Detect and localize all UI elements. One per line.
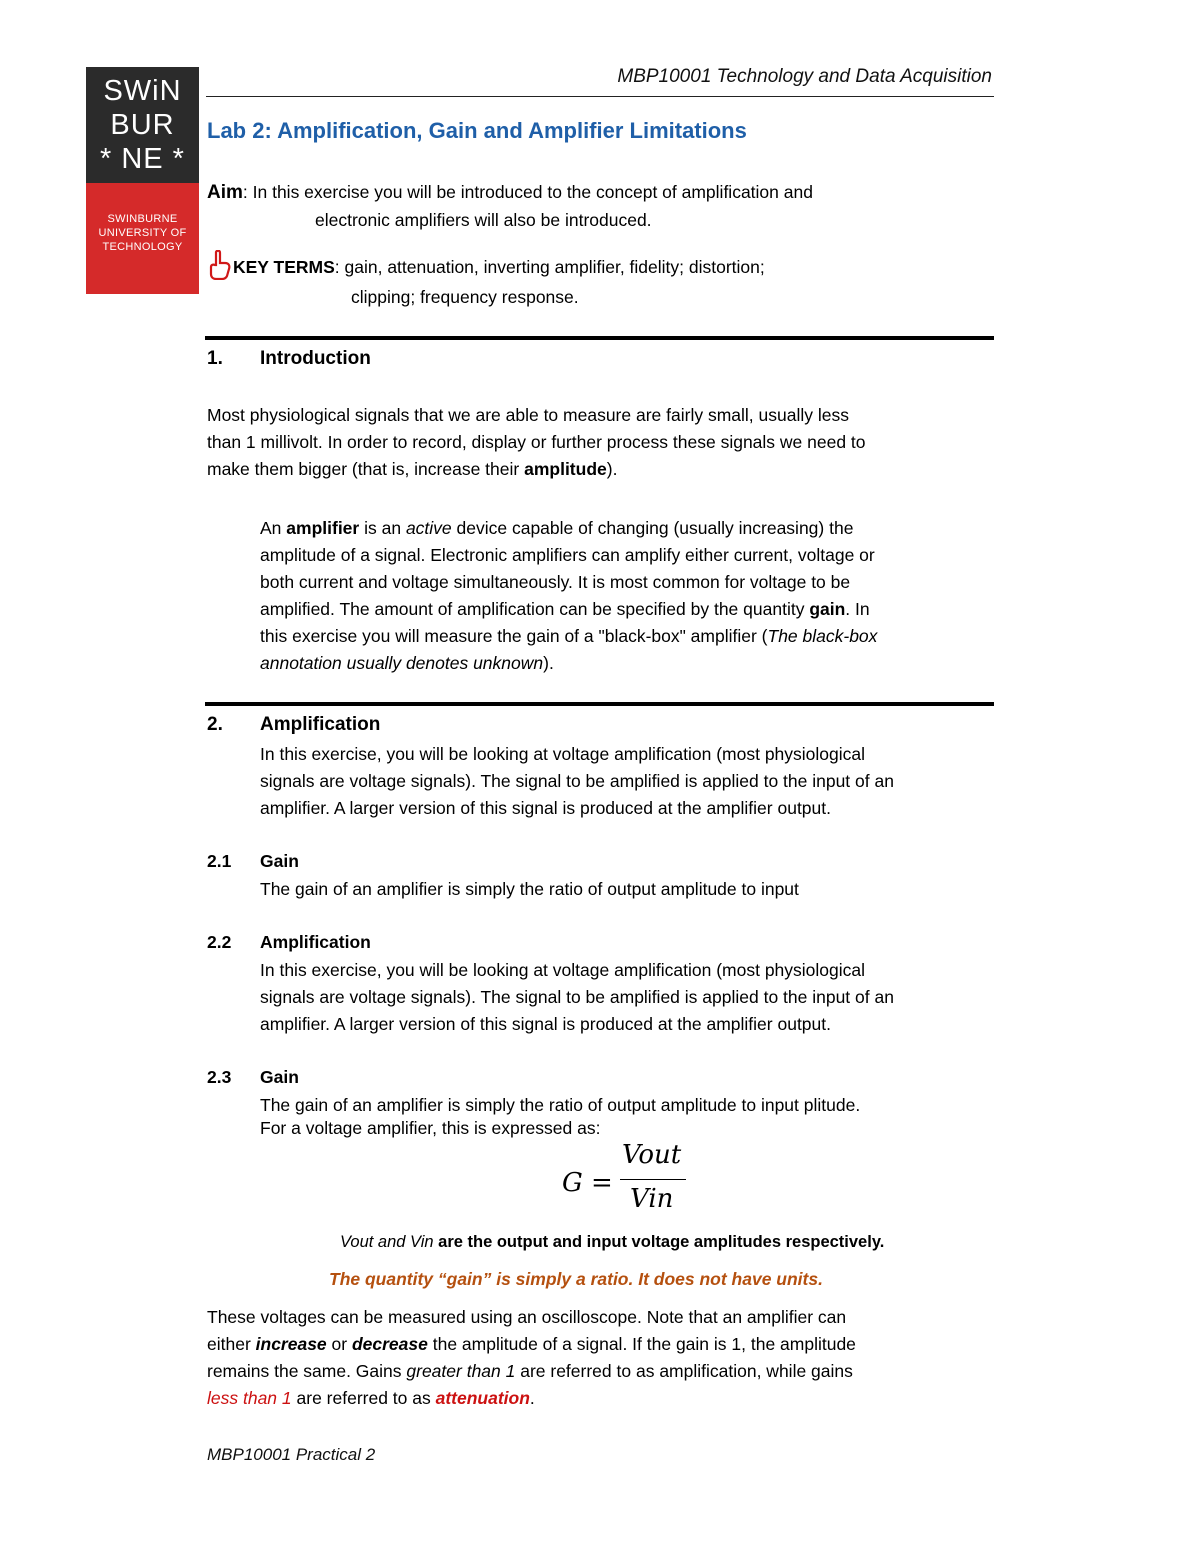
subsection-2-2-number: 2.2 — [207, 932, 232, 952]
course-header: MBP10001 Technology and Data Acquisition — [617, 66, 992, 87]
subsection-2-3-line-2: For a voltage amplifier, this is expressed as: — [260, 1118, 601, 1138]
amp-line-5-ital: The black-box — [767, 626, 878, 646]
amplifier-paragraph — [260, 515, 877, 677]
closing-line-2-a: either — [207, 1334, 256, 1354]
subsection-2-2-line-1: In this exercise, you will be looking at voltage amplification (most physiological — [260, 960, 866, 980]
closing-line-1: These voltages can be measured using an oscilloscope. Note that an amplifier can — [207, 1307, 847, 1327]
section-divider-2 — [205, 702, 994, 706]
formula-lhs: G = — [562, 1168, 613, 1198]
section-divider-1 — [205, 336, 994, 340]
formula-note-ital: Vout and Vin — [340, 1233, 434, 1251]
page-footer: MBP10001 Practical 2 — [207, 1445, 376, 1464]
formula-note — [340, 1229, 884, 1256]
closing-line-3-a: remains the same. Gains — [207, 1361, 407, 1381]
amp-line-4 — [260, 596, 877, 623]
amp-line-4-a: amplified. The amount of amplification can be specified by the quantity — [260, 599, 810, 619]
logo-subtitle — [86, 212, 199, 254]
amp-line-5-a: this exercise you will measure the gain of a "black-box" amplifier ( — [260, 626, 768, 646]
amp-line-2: amplitude of a signal. Electronic amplifiers can amplify either current, voltage or — [260, 545, 875, 565]
aim-line-2: electronic amplifiers will also be introduced. — [315, 210, 652, 230]
subsection-2-1-number: 2.1 — [207, 851, 232, 871]
amp-line-1-b: is an — [359, 518, 406, 538]
section-2-paragraph — [260, 741, 894, 822]
intro-line-1: Most physiological signals that we are able to measure are fairly small, usually less — [207, 405, 849, 425]
formula-numerator: Vout — [622, 1140, 682, 1170]
aim-label: Aim — [207, 182, 243, 203]
logo-word-line-2: BUR — [110, 109, 175, 141]
section-1-number: 1. — [207, 348, 223, 369]
key-terms-line-2: clipping; frequency response. — [351, 287, 579, 307]
formula-denominator: Vin — [630, 1184, 674, 1214]
amp-line-1-c: device capable of changing (usually increasing) the — [451, 518, 854, 538]
aim-line-1 — [207, 179, 813, 206]
closing-increase-term: increase — [255, 1334, 327, 1354]
amp-line-6-b: ). — [543, 653, 554, 673]
amp-line-1 — [260, 515, 877, 542]
closing-paragraph — [207, 1304, 856, 1412]
intro-line-3-a: make them bigger (that is, increase their — [207, 459, 525, 479]
intro-amplitude-term: amplitude — [524, 459, 607, 479]
closing-line-3 — [207, 1358, 856, 1385]
pointing-hand-icon — [207, 250, 233, 280]
ratio-note: The quantity “gain” is simply a ratio. It does not have units. — [329, 1269, 823, 1289]
closing-line-2-b: or — [326, 1334, 352, 1354]
section-2-line-1: In this exercise, you will be looking at voltage amplification (most physiological — [260, 744, 866, 764]
closing-line-3-b: are referred to as amplification, while gains — [515, 1361, 853, 1381]
amp-line-3: both current and voltage simultaneously. It is most common for voltage to be — [260, 572, 851, 592]
closing-line-4 — [207, 1385, 856, 1412]
closing-line-4-a: are referred to as — [291, 1388, 436, 1408]
amp-line-1-a: An — [260, 518, 287, 538]
section-2-line-2: signals are voltage signals). The signal to be amplified is applied to the input of an — [260, 771, 894, 791]
intro-line-3-b: ). — [606, 459, 618, 479]
subsection-2-3-number: 2.3 — [207, 1067, 232, 1087]
subsection-2-2-title: Amplification — [260, 932, 371, 952]
subsection-2-3-title: Gain — [260, 1067, 299, 1087]
intro-paragraph — [207, 402, 866, 483]
amp-line-5 — [260, 623, 877, 650]
formula-fraction-bar — [620, 1179, 686, 1180]
amp-line-6 — [260, 650, 877, 677]
key-terms-text-1: : gain, attenuation, inverting amplifier, fidelity; distortion; — [334, 257, 765, 277]
subsection-2-2-line-2: signals are voltage signals). The signal to be amplified is applied to the input of an — [260, 987, 894, 1007]
aim-text-1: : In this exercise you will be introduced to the concept of amplification and — [242, 182, 813, 202]
section-2-number: 2. — [207, 714, 223, 735]
page-title: Lab 2: Amplification, Gain and Amplifier Limitations — [207, 118, 747, 143]
amp-line-6-ital: annotation usually denotes unknown — [260, 653, 544, 673]
logo-word-line-1: SWiN — [103, 75, 182, 107]
section-2-line-3: amplifier. A larger version of this signal is produced at the amplifier output. — [260, 798, 831, 818]
amp-line-4-b: . In — [845, 599, 870, 619]
closing-greater-term: greater than 1 — [406, 1361, 516, 1381]
subsection-2-3-paragraph — [260, 1092, 860, 1142]
closing-line-4-b: . — [529, 1388, 535, 1408]
subsection-2-1-text: The gain of an amplifier is simply the ratio of output amplitude to input — [260, 879, 799, 899]
section-2-title: Amplification — [260, 714, 381, 735]
amp-amplifier-term: amplifier — [286, 518, 360, 538]
section-1-title: Introduction — [260, 348, 371, 369]
intro-line-3 — [207, 456, 866, 483]
key-terms-line-1 — [233, 254, 765, 281]
amp-active-term: active — [405, 518, 452, 538]
closing-decrease-term: decrease — [351, 1334, 428, 1354]
logo-sub-line-3: TECHNOLOGY — [102, 241, 183, 253]
subsection-2-2-paragraph — [260, 957, 894, 1038]
amp-gain-term: gain — [809, 599, 846, 619]
subsection-2-2-line-3: amplifier. A larger version of this signal is produced at the amplifier output. — [260, 1014, 831, 1034]
subsection-2-1-title: Gain — [260, 851, 299, 871]
closing-less-term: less than 1 — [207, 1388, 292, 1408]
closing-line-2 — [207, 1331, 856, 1358]
closing-attenuation-term: attenuation — [435, 1388, 530, 1408]
logo-sub-line-1: SWINBURNE — [107, 213, 178, 225]
intro-line-2: than 1 millivolt. In order to record, display or further process these signals we need to — [207, 432, 866, 452]
logo-dark-block — [86, 67, 199, 183]
subsection-2-3-line-1: The gain of an amplifier is simply the ratio of output amplitude to input plitude. — [260, 1095, 861, 1115]
logo-word-line-3: * NE * — [100, 143, 185, 175]
formula-note-rest: are the output and input voltage amplitudes respectively. — [433, 1233, 885, 1251]
key-terms-label: KEY TERMS — [233, 257, 335, 277]
header-divider — [206, 96, 994, 97]
university-logo — [86, 67, 199, 294]
closing-line-2-c: the amplitude of a signal. If the gain is 1, the amplitude — [427, 1334, 856, 1354]
logo-sub-line-2: UNIVERSITY OF — [98, 227, 187, 239]
